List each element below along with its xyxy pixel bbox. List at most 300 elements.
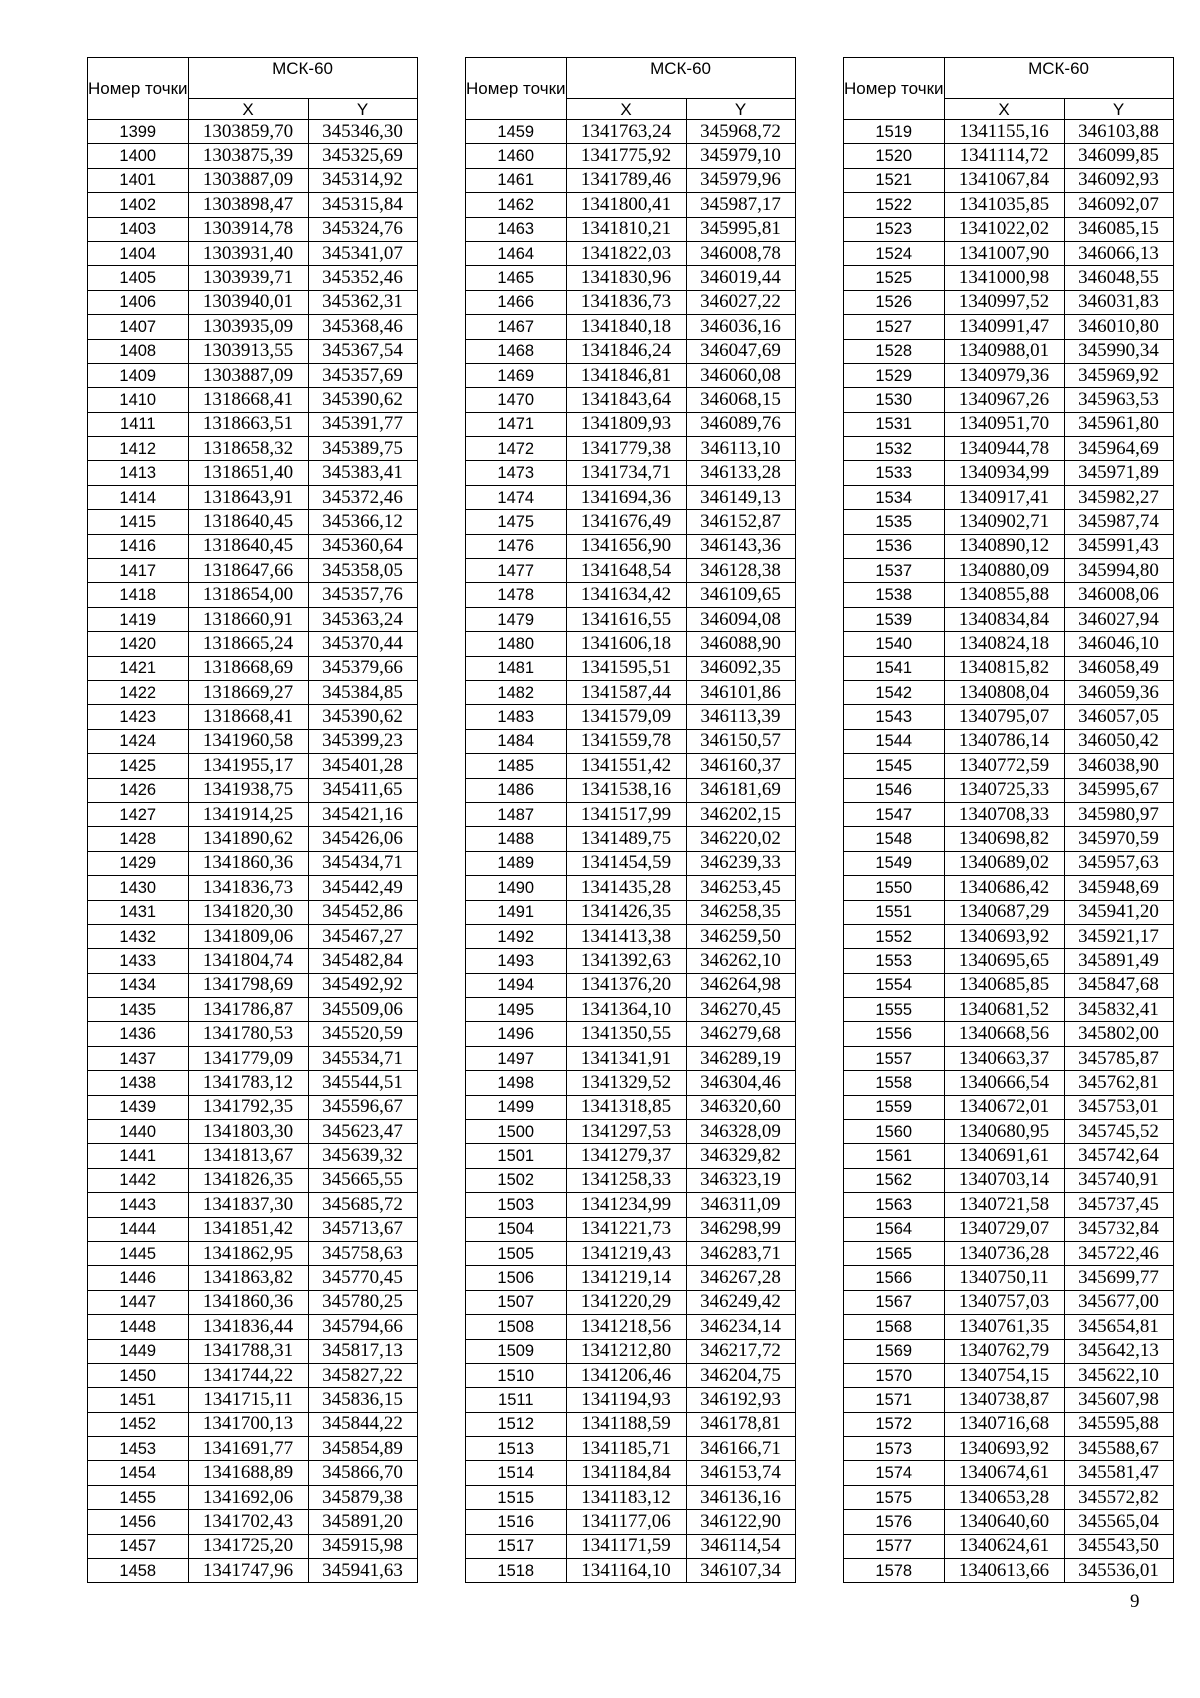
x-coordinate-cell: 1340687,29 bbox=[944, 900, 1064, 924]
x-coordinate-cell: 1340855,88 bbox=[944, 583, 1064, 607]
x-coordinate-cell: 1340685,85 bbox=[944, 973, 1064, 997]
point-number-cell: 1504 bbox=[466, 1217, 567, 1241]
table-row bbox=[844, 656, 1174, 680]
y-coordinate-cell: 345492,92 bbox=[308, 973, 417, 997]
x-coordinate-cell: 1341694,36 bbox=[566, 485, 686, 509]
point-number-cell: 1545 bbox=[844, 754, 945, 778]
y-coordinate-cell: 345847,68 bbox=[1064, 973, 1173, 997]
point-number-cell: 1538 bbox=[844, 583, 945, 607]
table-row bbox=[88, 339, 418, 363]
point-number-cell: 1493 bbox=[466, 949, 567, 973]
x-coordinate-cell: 1340681,52 bbox=[944, 998, 1064, 1022]
y-coordinate-cell: 345941,63 bbox=[308, 1559, 417, 1583]
x-coordinate-cell: 1340680,95 bbox=[944, 1120, 1064, 1144]
table-row bbox=[466, 1217, 796, 1241]
y-coordinate-cell: 346279,68 bbox=[686, 1022, 795, 1046]
table-row bbox=[466, 1388, 796, 1412]
x-coordinate-cell: 1340815,82 bbox=[944, 656, 1064, 680]
x-coordinate-cell: 1341218,56 bbox=[566, 1315, 686, 1339]
y-coordinate-cell: 345370,44 bbox=[308, 632, 417, 656]
y-coordinate-cell: 346329,82 bbox=[686, 1144, 795, 1168]
point-number-cell: 1416 bbox=[88, 534, 189, 558]
x-coordinate-cell: 1303935,09 bbox=[188, 315, 308, 339]
point-number-cell: 1461 bbox=[466, 168, 567, 192]
table-row bbox=[88, 363, 418, 387]
x-coordinate-cell: 1341350,55 bbox=[566, 1022, 686, 1046]
point-number-cell: 1410 bbox=[88, 388, 189, 412]
y-coordinate-cell: 345596,67 bbox=[308, 1095, 417, 1119]
table-row bbox=[88, 1290, 418, 1314]
y-coordinate-cell: 346264,98 bbox=[686, 973, 795, 997]
point-number-cell: 1418 bbox=[88, 583, 189, 607]
y-coordinate-cell: 345987,74 bbox=[1064, 510, 1173, 534]
y-coordinate-cell: 346267,28 bbox=[686, 1266, 795, 1290]
table-row bbox=[844, 1022, 1174, 1046]
point-number-cell: 1491 bbox=[466, 900, 567, 924]
y-coordinate-cell: 345314,92 bbox=[308, 168, 417, 192]
y-coordinate-cell: 345509,06 bbox=[308, 998, 417, 1022]
x-coordinate-cell: 1340757,03 bbox=[944, 1290, 1064, 1314]
x-coordinate-cell: 1341955,17 bbox=[188, 754, 308, 778]
table-row bbox=[88, 1363, 418, 1387]
point-number-cell: 1429 bbox=[88, 851, 189, 875]
x-coordinate-cell: 1341734,71 bbox=[566, 461, 686, 485]
x-coordinate-cell: 1341206,46 bbox=[566, 1363, 686, 1387]
table-row bbox=[844, 1290, 1174, 1314]
point-number-cell: 1510 bbox=[466, 1363, 567, 1387]
table-row bbox=[844, 144, 1174, 168]
table-row bbox=[466, 290, 796, 314]
table-row bbox=[88, 632, 418, 656]
table-row bbox=[466, 1193, 796, 1217]
point-number-cell: 1423 bbox=[88, 705, 189, 729]
point-number-cell: 1499 bbox=[466, 1095, 567, 1119]
x-column-header: X bbox=[566, 99, 686, 120]
table-row bbox=[844, 1120, 1174, 1144]
x-coordinate-cell: 1341692,06 bbox=[188, 1485, 308, 1509]
table-row bbox=[88, 1046, 418, 1070]
point-number-cell: 1411 bbox=[88, 412, 189, 436]
x-coordinate-cell: 1340698,82 bbox=[944, 827, 1064, 851]
y-coordinate-cell: 345957,63 bbox=[1064, 851, 1173, 875]
point-number-cell: 1457 bbox=[88, 1534, 189, 1558]
table-row bbox=[466, 363, 796, 387]
table-row bbox=[466, 534, 796, 558]
x-coordinate-cell: 1340762,79 bbox=[944, 1339, 1064, 1363]
table-row bbox=[844, 1388, 1174, 1412]
y-coordinate-cell: 345968,72 bbox=[686, 120, 795, 144]
y-coordinate-cell: 345854,89 bbox=[308, 1437, 417, 1461]
table-row bbox=[844, 924, 1174, 948]
point-number-cell: 1524 bbox=[844, 241, 945, 265]
table-row bbox=[466, 851, 796, 875]
point-number-cell: 1433 bbox=[88, 949, 189, 973]
table-row bbox=[844, 388, 1174, 412]
y-coordinate-cell: 346150,57 bbox=[686, 729, 795, 753]
coordinate-table-3 bbox=[843, 57, 1174, 1583]
point-number-cell: 1531 bbox=[844, 412, 945, 436]
table-row bbox=[844, 1193, 1174, 1217]
x-coordinate-cell: 1340668,56 bbox=[944, 1022, 1064, 1046]
table-row bbox=[844, 485, 1174, 509]
point-number-cell: 1477 bbox=[466, 559, 567, 583]
x-coordinate-cell: 1341579,09 bbox=[566, 705, 686, 729]
y-coordinate-cell: 346153,74 bbox=[686, 1461, 795, 1485]
x-coordinate-cell: 1318668,41 bbox=[188, 388, 308, 412]
x-coordinate-cell: 1318640,45 bbox=[188, 510, 308, 534]
y-coordinate-cell: 345836,15 bbox=[308, 1388, 417, 1412]
y-coordinate-cell: 346060,08 bbox=[686, 363, 795, 387]
x-coordinate-cell: 1340967,26 bbox=[944, 388, 1064, 412]
x-coordinate-cell: 1340951,70 bbox=[944, 412, 1064, 436]
x-coordinate-cell: 1341691,77 bbox=[188, 1437, 308, 1461]
y-coordinate-cell: 345817,13 bbox=[308, 1339, 417, 1363]
table-row bbox=[466, 485, 796, 509]
table-row bbox=[466, 1412, 796, 1436]
x-coordinate-cell: 1341846,24 bbox=[566, 339, 686, 363]
y-coordinate-cell: 345352,46 bbox=[308, 266, 417, 290]
x-coordinate-cell: 1303887,09 bbox=[188, 168, 308, 192]
table-row bbox=[88, 680, 418, 704]
x-coordinate-cell: 1341184,84 bbox=[566, 1461, 686, 1485]
y-coordinate-cell: 345740,91 bbox=[1064, 1168, 1173, 1192]
y-coordinate-cell: 346249,42 bbox=[686, 1290, 795, 1314]
y-coordinate-cell: 346262,10 bbox=[686, 949, 795, 973]
table-row bbox=[88, 1266, 418, 1290]
table-row bbox=[844, 1461, 1174, 1485]
x-coordinate-cell: 1341836,73 bbox=[188, 876, 308, 900]
point-number-cell: 1539 bbox=[844, 607, 945, 631]
y-coordinate-cell: 346152,87 bbox=[686, 510, 795, 534]
point-number-cell: 1439 bbox=[88, 1095, 189, 1119]
y-coordinate-cell: 346258,35 bbox=[686, 900, 795, 924]
x-coordinate-cell: 1341329,52 bbox=[566, 1071, 686, 1095]
x-coordinate-cell: 1341792,35 bbox=[188, 1095, 308, 1119]
table-row bbox=[466, 1339, 796, 1363]
point-number-cell: 1576 bbox=[844, 1510, 945, 1534]
table-row bbox=[466, 583, 796, 607]
x-coordinate-cell: 1341364,10 bbox=[566, 998, 686, 1022]
point-number-cell: 1448 bbox=[88, 1315, 189, 1339]
point-number-cell: 1498 bbox=[466, 1071, 567, 1095]
x-coordinate-cell: 1341851,42 bbox=[188, 1217, 308, 1241]
x-coordinate-cell: 1340686,42 bbox=[944, 876, 1064, 900]
x-coordinate-cell: 1340695,65 bbox=[944, 949, 1064, 973]
x-coordinate-cell: 1341517,99 bbox=[566, 802, 686, 826]
point-number-cell: 1459 bbox=[466, 120, 567, 144]
x-coordinate-cell: 1341779,09 bbox=[188, 1046, 308, 1070]
point-number-cell: 1417 bbox=[88, 559, 189, 583]
point-number-cell: 1568 bbox=[844, 1315, 945, 1339]
y-coordinate-cell: 345991,43 bbox=[1064, 534, 1173, 558]
point-number-cell: 1469 bbox=[466, 363, 567, 387]
table-row bbox=[88, 266, 418, 290]
point-number-cell: 1419 bbox=[88, 607, 189, 631]
point-number-cell: 1473 bbox=[466, 461, 567, 485]
x-coordinate-cell: 1340672,01 bbox=[944, 1095, 1064, 1119]
point-number-cell: 1532 bbox=[844, 437, 945, 461]
table-row bbox=[466, 1510, 796, 1534]
x-coordinate-cell: 1341634,42 bbox=[566, 583, 686, 607]
table-row bbox=[466, 241, 796, 265]
point-number-cell: 1577 bbox=[844, 1534, 945, 1558]
y-coordinate-cell: 345963,53 bbox=[1064, 388, 1173, 412]
point-number-cell: 1451 bbox=[88, 1388, 189, 1412]
x-coordinate-cell: 1318660,91 bbox=[188, 607, 308, 631]
y-coordinate-cell: 345979,96 bbox=[686, 168, 795, 192]
table-row bbox=[88, 1217, 418, 1241]
table-header bbox=[844, 58, 1174, 120]
x-coordinate-cell: 1341595,51 bbox=[566, 656, 686, 680]
point-number-cell: 1422 bbox=[88, 680, 189, 704]
table-row bbox=[844, 1095, 1174, 1119]
point-number-cell: 1559 bbox=[844, 1095, 945, 1119]
y-coordinate-cell: 346298,99 bbox=[686, 1217, 795, 1241]
point-number-cell: 1565 bbox=[844, 1241, 945, 1265]
y-coordinate-cell: 345948,69 bbox=[1064, 876, 1173, 900]
point-number-cell: 1471 bbox=[466, 412, 567, 436]
x-coordinate-cell: 1341392,63 bbox=[566, 949, 686, 973]
y-coordinate-cell: 345713,67 bbox=[308, 1217, 417, 1241]
table-row bbox=[844, 949, 1174, 973]
y-coordinate-cell: 346094,08 bbox=[686, 607, 795, 631]
x-coordinate-cell: 1340988,01 bbox=[944, 339, 1064, 363]
table-row bbox=[844, 1071, 1174, 1095]
y-coordinate-cell: 345607,98 bbox=[1064, 1388, 1173, 1412]
y-coordinate-cell: 345745,52 bbox=[1064, 1120, 1173, 1144]
point-number-cell: 1560 bbox=[844, 1120, 945, 1144]
point-number-cell: 1530 bbox=[844, 388, 945, 412]
y-coordinate-cell: 345411,65 bbox=[308, 778, 417, 802]
point-number-cell: 1450 bbox=[88, 1363, 189, 1387]
y-coordinate-cell: 345921,17 bbox=[1064, 924, 1173, 948]
x-coordinate-cell: 1341183,12 bbox=[566, 1485, 686, 1509]
y-coordinate-cell: 345832,41 bbox=[1064, 998, 1173, 1022]
point-number-cell: 1541 bbox=[844, 656, 945, 680]
x-coordinate-cell: 1341820,30 bbox=[188, 900, 308, 924]
table-row bbox=[466, 1290, 796, 1314]
point-number-cell: 1520 bbox=[844, 144, 945, 168]
y-coordinate-cell: 346092,35 bbox=[686, 656, 795, 680]
table-row bbox=[844, 1168, 1174, 1192]
x-coordinate-cell: 1341000,98 bbox=[944, 266, 1064, 290]
table-row bbox=[466, 1559, 796, 1583]
y-coordinate-cell: 346204,75 bbox=[686, 1363, 795, 1387]
y-coordinate-cell: 346085,15 bbox=[1064, 217, 1173, 241]
x-coordinate-cell: 1341155,16 bbox=[944, 120, 1064, 144]
table-row bbox=[88, 1412, 418, 1436]
table-row bbox=[844, 754, 1174, 778]
table-row bbox=[88, 1388, 418, 1412]
y-coordinate-cell: 345995,67 bbox=[1064, 778, 1173, 802]
x-coordinate-cell: 1341279,37 bbox=[566, 1144, 686, 1168]
y-coordinate-cell: 345588,67 bbox=[1064, 1437, 1173, 1461]
y-coordinate-cell: 345964,69 bbox=[1064, 437, 1173, 461]
point-number-cell: 1488 bbox=[466, 827, 567, 851]
y-coordinate-cell: 346128,38 bbox=[686, 559, 795, 583]
table-row bbox=[844, 217, 1174, 241]
point-number-cell: 1481 bbox=[466, 656, 567, 680]
table-row bbox=[844, 1315, 1174, 1339]
y-coordinate-cell: 345389,75 bbox=[308, 437, 417, 461]
x-coordinate-cell: 1341221,73 bbox=[566, 1217, 686, 1241]
point-number-cell: 1492 bbox=[466, 924, 567, 948]
point-number-cell: 1517 bbox=[466, 1534, 567, 1558]
table-row bbox=[88, 412, 418, 436]
x-coordinate-cell: 1340902,71 bbox=[944, 510, 1064, 534]
y-coordinate-cell: 345639,32 bbox=[308, 1144, 417, 1168]
table-row bbox=[88, 754, 418, 778]
table-row bbox=[466, 437, 796, 461]
x-coordinate-cell: 1340693,92 bbox=[944, 924, 1064, 948]
y-coordinate-cell: 346160,37 bbox=[686, 754, 795, 778]
point-number-cell: 1464 bbox=[466, 241, 567, 265]
point-number-cell: 1494 bbox=[466, 973, 567, 997]
y-coordinate-cell: 345391,77 bbox=[308, 412, 417, 436]
x-coordinate-cell: 1340708,33 bbox=[944, 802, 1064, 826]
x-coordinate-cell: 1341656,90 bbox=[566, 534, 686, 558]
point-number-cell: 1409 bbox=[88, 363, 189, 387]
table-row bbox=[466, 1046, 796, 1070]
table-row bbox=[88, 1022, 418, 1046]
table-row bbox=[466, 1363, 796, 1387]
table-row bbox=[88, 705, 418, 729]
table-row bbox=[466, 607, 796, 631]
point-number-cell: 1444 bbox=[88, 1217, 189, 1241]
point-number-cell: 1447 bbox=[88, 1290, 189, 1314]
y-coordinate-cell: 345685,72 bbox=[308, 1193, 417, 1217]
point-number-cell: 1515 bbox=[466, 1485, 567, 1509]
table-row bbox=[466, 900, 796, 924]
y-coordinate-cell: 345357,69 bbox=[308, 363, 417, 387]
y-coordinate-cell: 346253,45 bbox=[686, 876, 795, 900]
coordinate-system-header: МСК-60 bbox=[944, 58, 1173, 99]
table-row bbox=[466, 1120, 796, 1144]
y-coordinate-cell: 345742,64 bbox=[1064, 1144, 1173, 1168]
table-row bbox=[466, 1315, 796, 1339]
y-coordinate-cell: 345595,88 bbox=[1064, 1412, 1173, 1436]
y-coordinate-cell: 346027,22 bbox=[686, 290, 795, 314]
point-number-cell: 1512 bbox=[466, 1412, 567, 1436]
table-row bbox=[466, 778, 796, 802]
y-coordinate-cell: 345677,00 bbox=[1064, 1290, 1173, 1314]
point-number-cell: 1485 bbox=[466, 754, 567, 778]
point-number-cell: 1456 bbox=[88, 1510, 189, 1534]
table-row bbox=[466, 1144, 796, 1168]
point-number-cell: 1421 bbox=[88, 656, 189, 680]
y-coordinate-cell: 345785,87 bbox=[1064, 1046, 1173, 1070]
table-row bbox=[88, 1193, 418, 1217]
table-row bbox=[844, 607, 1174, 631]
point-number-cell: 1557 bbox=[844, 1046, 945, 1070]
table-row bbox=[466, 1437, 796, 1461]
point-number-cell: 1480 bbox=[466, 632, 567, 656]
table-row bbox=[844, 1241, 1174, 1265]
x-coordinate-cell: 1340691,61 bbox=[944, 1144, 1064, 1168]
y-coordinate-cell: 345980,97 bbox=[1064, 802, 1173, 826]
table-row bbox=[88, 1559, 418, 1583]
y-coordinate-cell: 346143,36 bbox=[686, 534, 795, 558]
point-number-cell: 1483 bbox=[466, 705, 567, 729]
table-row bbox=[844, 168, 1174, 192]
y-coordinate-cell: 345982,27 bbox=[1064, 485, 1173, 509]
point-number-cell: 1465 bbox=[466, 266, 567, 290]
point-number-cell: 1519 bbox=[844, 120, 945, 144]
table-row bbox=[844, 1339, 1174, 1363]
point-number-cell: 1578 bbox=[844, 1559, 945, 1583]
point-number-cell: 1407 bbox=[88, 315, 189, 339]
x-coordinate-cell: 1341616,55 bbox=[566, 607, 686, 631]
x-coordinate-cell: 1341551,42 bbox=[566, 754, 686, 778]
x-coordinate-cell: 1341177,06 bbox=[566, 1510, 686, 1534]
y-coordinate-cell: 345941,20 bbox=[1064, 900, 1173, 924]
point-number-cell: 1470 bbox=[466, 388, 567, 412]
x-coordinate-cell: 1341489,75 bbox=[566, 827, 686, 851]
point-number-cell: 1424 bbox=[88, 729, 189, 753]
y-coordinate-cell: 346289,19 bbox=[686, 1046, 795, 1070]
table-row bbox=[844, 120, 1174, 144]
x-column-header: X bbox=[944, 99, 1064, 120]
y-coordinate-cell: 345360,64 bbox=[308, 534, 417, 558]
point-number-cell: 1406 bbox=[88, 290, 189, 314]
y-coordinate-cell: 346058,49 bbox=[1064, 656, 1173, 680]
x-coordinate-cell: 1341960,58 bbox=[188, 729, 308, 753]
point-number-cell: 1556 bbox=[844, 1022, 945, 1046]
x-column-header: X bbox=[188, 99, 308, 120]
y-coordinate-cell: 345421,16 bbox=[308, 802, 417, 826]
x-coordinate-cell: 1303887,09 bbox=[188, 363, 308, 387]
point-number-cell: 1511 bbox=[466, 1388, 567, 1412]
x-coordinate-cell: 1318658,32 bbox=[188, 437, 308, 461]
table-header bbox=[466, 58, 796, 120]
point-number-cell: 1537 bbox=[844, 559, 945, 583]
x-coordinate-cell: 1340736,28 bbox=[944, 1241, 1064, 1265]
x-coordinate-cell: 1341376,20 bbox=[566, 973, 686, 997]
point-number-cell: 1458 bbox=[88, 1559, 189, 1583]
x-coordinate-cell: 1341114,72 bbox=[944, 144, 1064, 168]
point-number-cell: 1430 bbox=[88, 876, 189, 900]
table-row bbox=[466, 680, 796, 704]
table-row bbox=[466, 315, 796, 339]
y-coordinate-cell: 345399,23 bbox=[308, 729, 417, 753]
x-coordinate-cell: 1341830,96 bbox=[566, 266, 686, 290]
table-row bbox=[844, 900, 1174, 924]
y-coordinate-cell: 345565,04 bbox=[1064, 1510, 1173, 1534]
table-row bbox=[88, 290, 418, 314]
table-row bbox=[844, 266, 1174, 290]
y-coordinate-cell: 346038,90 bbox=[1064, 754, 1173, 778]
point-number-cell: 1502 bbox=[466, 1168, 567, 1192]
table-row bbox=[88, 924, 418, 948]
x-coordinate-cell: 1341822,03 bbox=[566, 241, 686, 265]
table-row bbox=[844, 412, 1174, 436]
point-number-cell: 1503 bbox=[466, 1193, 567, 1217]
point-number-cell: 1440 bbox=[88, 1120, 189, 1144]
x-coordinate-cell: 1318651,40 bbox=[188, 461, 308, 485]
x-coordinate-cell: 1341194,93 bbox=[566, 1388, 686, 1412]
y-coordinate-cell: 345722,46 bbox=[1064, 1241, 1173, 1265]
table-row bbox=[88, 1510, 418, 1534]
point-number-cell: 1427 bbox=[88, 802, 189, 826]
x-coordinate-cell: 1341435,28 bbox=[566, 876, 686, 900]
table-row bbox=[844, 583, 1174, 607]
y-coordinate-cell: 346192,93 bbox=[686, 1388, 795, 1412]
table-row bbox=[844, 998, 1174, 1022]
x-coordinate-cell: 1341809,06 bbox=[188, 924, 308, 948]
y-coordinate-cell: 345827,22 bbox=[308, 1363, 417, 1387]
table-row bbox=[88, 1120, 418, 1144]
table-row bbox=[88, 1485, 418, 1509]
